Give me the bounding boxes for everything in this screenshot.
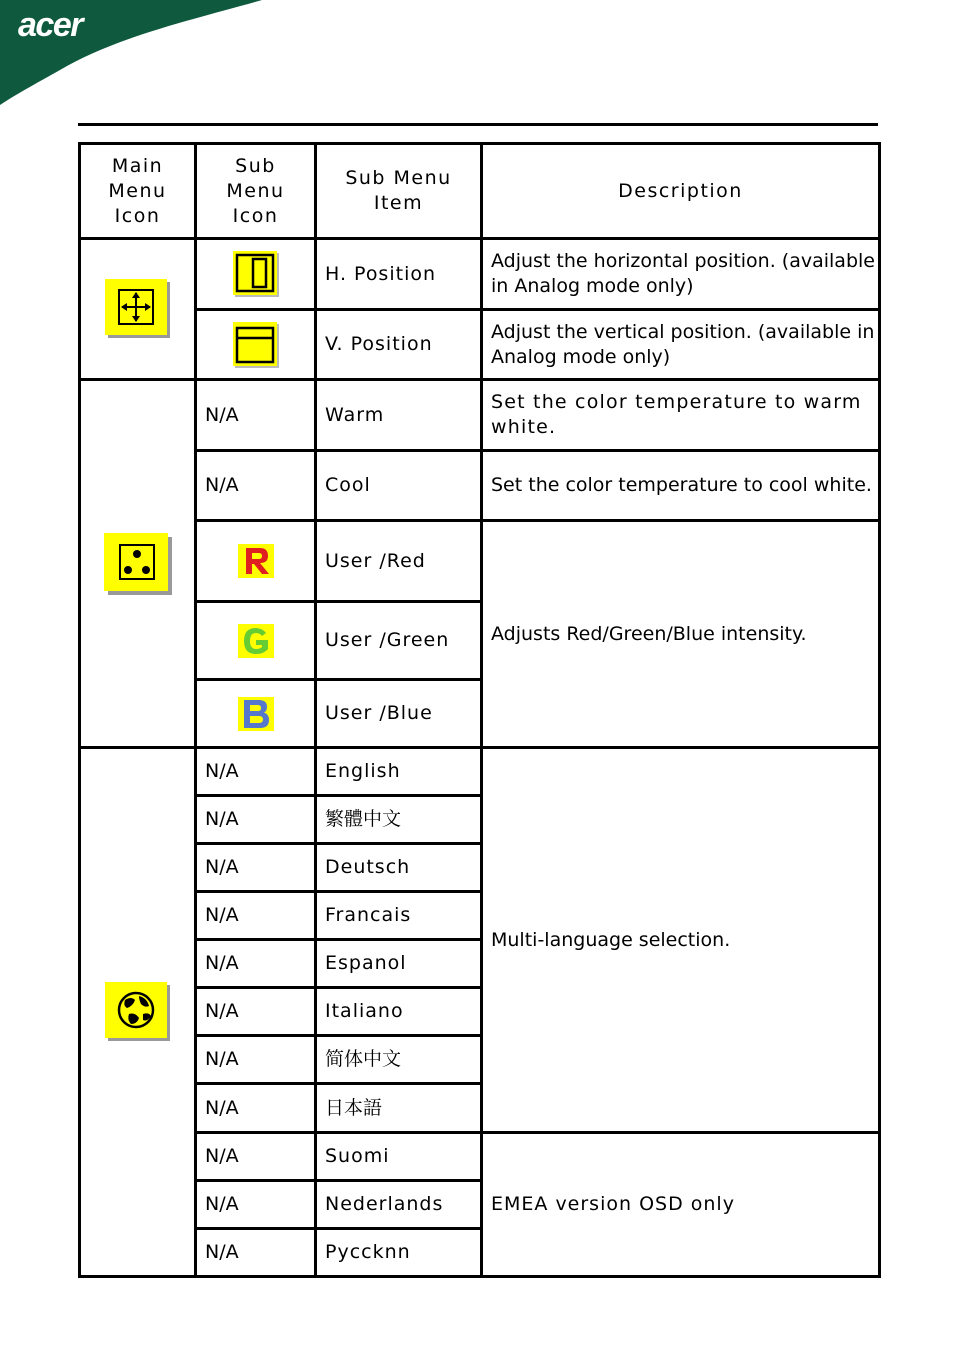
osd-menu-table [78,142,881,1278]
language-item: English [316,748,482,796]
table-row [80,451,880,521]
language-item: Espanol [316,940,482,988]
sub-icon-na: N/A [196,1036,316,1084]
sub-menu-item: User /Blue [316,680,482,748]
emea-description: EMEA version OSD only [482,1133,880,1277]
language-item: Pyccknn [316,1229,482,1277]
main-icon-cell [80,239,196,380]
multi-language-description: Multi-language selection. [482,748,880,1133]
table-row [80,380,880,451]
header-sub-menu-icon: Sub Menu Icon [196,144,316,239]
sub-icon-na: N/A [196,748,316,796]
table-row [80,748,880,796]
sub-menu-item: Warm [316,380,482,451]
language-item: 日本語 [316,1084,482,1133]
header-rule [78,123,878,126]
h-position-icon [233,251,279,297]
sub-icon-na: N/A [196,451,316,521]
table-row [80,1133,880,1181]
sub-icon-na: N/A [196,844,316,892]
sub-menu-item: Cool [316,451,482,521]
sub-icon-na: N/A [196,796,316,844]
sub-icon-cell [196,680,316,748]
language-item: 简体中文 [316,1036,482,1084]
table-row [80,239,880,310]
sub-menu-item: V. Position [316,310,482,380]
sub-icon-na: N/A [196,988,316,1036]
sub-menu-item: H. Position [316,239,482,310]
sub-icon-na: N/A [196,1181,316,1229]
main-icon-cell [80,380,196,748]
sub-icon-cell [196,602,316,680]
sub-menu-item: User /Green [316,602,482,680]
sub-icon-cell [196,239,316,310]
sub-icon-na: N/A [196,1229,316,1277]
header-main-menu-icon: Main Menu Icon [80,144,196,239]
sub-icon-cell [196,310,316,380]
v-position-icon [233,322,279,368]
item-description: Set the color temperature to cool white. [482,451,880,521]
language-item: Italiano [316,988,482,1036]
color-temperature-icon [104,533,172,595]
red-r-icon [238,544,274,578]
language-item: Suomi [316,1133,482,1181]
sub-icon-na: N/A [196,380,316,451]
position-move-icon [105,279,171,339]
language-item: Nederlands [316,1181,482,1229]
item-description: Adjust the vertical position. (available in Analog mode only) [482,310,880,380]
language-item: Francais [316,892,482,940]
rgb-description: Adjusts Red/Green/Blue intensity. [482,521,880,748]
item-description: Adjust the horizontal position. (available in Analog mode only) [482,239,880,310]
sub-icon-na: N/A [196,1133,316,1181]
language-item: Deutsch [316,844,482,892]
main-icon-cell [80,748,196,1277]
sub-icon-cell [196,521,316,602]
sub-icon-na: N/A [196,940,316,988]
table-row [80,310,880,380]
green-g-icon [238,624,274,658]
acer-logo: acer [18,6,82,44]
table-row [80,521,880,602]
sub-menu-item: User /Red [316,521,482,602]
header-sub-menu-item: Sub Menu Item [316,144,482,239]
language-item: 繁體中文 [316,796,482,844]
item-description: Set the color temperature to warm white. [482,380,880,451]
language-globe-icon [105,982,171,1042]
blue-b-icon [238,697,274,731]
header-description: Description [482,144,880,239]
sub-icon-na: N/A [196,892,316,940]
table-header-row [80,144,880,239]
sub-icon-na: N/A [196,1084,316,1133]
